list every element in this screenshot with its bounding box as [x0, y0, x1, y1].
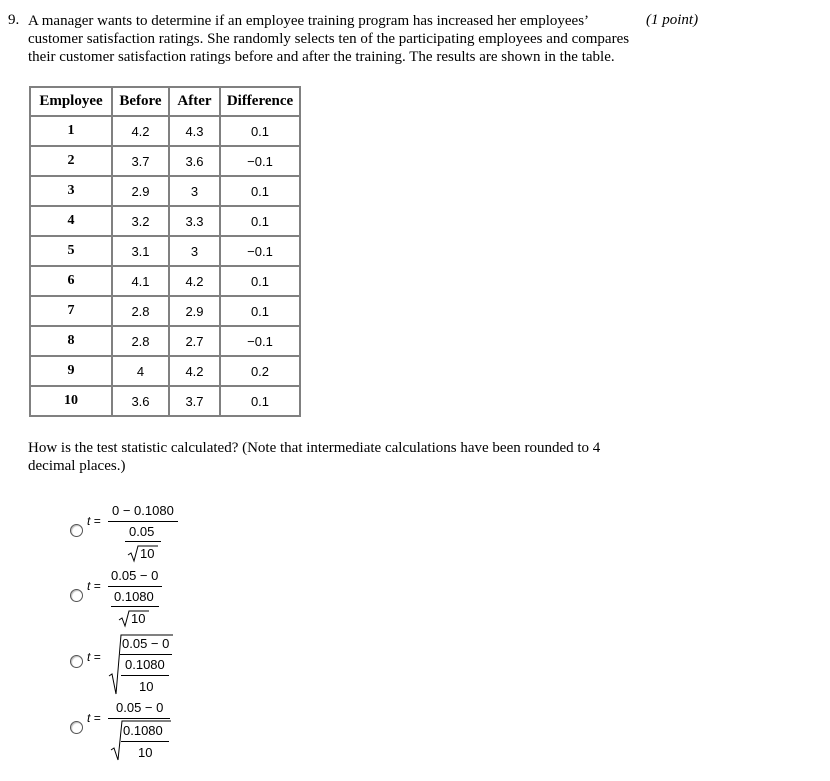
- table-row: [30, 296, 300, 326]
- cell-after: 2.7: [169, 326, 220, 356]
- cell-before: 3.7: [112, 146, 169, 176]
- t-label: t =: [87, 514, 101, 528]
- cell-employee: 6: [30, 266, 112, 296]
- cell-employee: 7: [30, 296, 112, 326]
- cell-difference: 0.1: [220, 116, 300, 146]
- fraction-bar: [108, 718, 170, 719]
- inner-denominator: 10: [138, 745, 153, 760]
- cell-employee: 2: [30, 146, 112, 176]
- header-before: Before: [112, 87, 169, 116]
- cell-employee: 5: [30, 236, 112, 266]
- cell-employee: 4: [30, 206, 112, 236]
- ratings-table: [29, 86, 301, 417]
- cell-employee: 3: [30, 176, 112, 206]
- cell-after: 3.6: [169, 146, 220, 176]
- fraction-bar: [108, 521, 178, 522]
- t-label: t =: [87, 650, 101, 664]
- radio-option-1[interactable]: [70, 524, 83, 537]
- question-points: (1 point): [646, 12, 699, 28]
- cell-difference: 0.1: [220, 266, 300, 296]
- table-row: [30, 266, 300, 296]
- cell-difference: 0.2: [220, 356, 300, 386]
- table-row: [30, 206, 300, 236]
- cell-difference: −0.1: [220, 236, 300, 266]
- cell-difference: −0.1: [220, 146, 300, 176]
- cell-after: 2.9: [169, 296, 220, 326]
- cell-before: 2.9: [112, 176, 169, 206]
- cell-before: 4.1: [112, 266, 169, 296]
- cell-before: 3.2: [112, 206, 169, 236]
- cell-before: 2.8: [112, 326, 169, 356]
- inner-numerator: 0.1080: [125, 657, 165, 672]
- table-row: [30, 236, 300, 266]
- cell-before: 2.8: [112, 296, 169, 326]
- cell-after: 3: [169, 176, 220, 206]
- table-row: [30, 146, 300, 176]
- cell-employee: 9: [30, 356, 112, 386]
- cell-difference: 0.1: [220, 386, 300, 416]
- t-label: t =: [87, 579, 101, 593]
- prompt-text: How is the test statistic calculated? (Note that intermediate calculations have been rounded to 4 decimal places.): [28, 440, 601, 474]
- cell-difference: −0.1: [220, 326, 300, 356]
- header-after: After: [169, 87, 220, 116]
- question-text: A manager wants to determine if an employee training program has increased her employees’ customer satisfaction ratings. She randomly selects ten of the participating employees and compares their customer satisfaction ratings before and after the training. The results are shown in the table.: [28, 13, 630, 65]
- cell-after: 3.7: [169, 386, 220, 416]
- cell-before: 4: [112, 356, 169, 386]
- cell-after: 4.2: [169, 356, 220, 386]
- cell-after: 3.3: [169, 206, 220, 236]
- t-label: t =: [87, 711, 101, 725]
- radio-option-2[interactable]: [70, 589, 83, 602]
- numerator: 0.05 − 0: [111, 568, 159, 583]
- table-row: [30, 326, 300, 356]
- radio-option-3[interactable]: [70, 655, 83, 668]
- inner-fraction-bar: [121, 741, 169, 742]
- table-row: [30, 116, 300, 146]
- question-number: 9.: [8, 12, 20, 28]
- cell-employee: 1: [30, 116, 112, 146]
- table-header-row: [30, 87, 300, 116]
- table-row: [30, 176, 300, 206]
- cell-difference: 0.1: [220, 296, 300, 326]
- cell-difference: 0.1: [220, 206, 300, 236]
- cell-employee: 8: [30, 326, 112, 356]
- inner-top: 0.05 − 0: [122, 636, 170, 651]
- header-employee: Employee: [30, 87, 112, 116]
- cell-before: 4.2: [112, 116, 169, 146]
- inner-fraction-bar: [125, 541, 161, 542]
- inner-denominator: 10: [139, 679, 154, 694]
- table-row: [30, 356, 300, 386]
- inner-numerator: 0.05: [129, 524, 155, 539]
- fraction-bar: [120, 654, 172, 655]
- inner-fraction-bar: [111, 606, 159, 607]
- numerator: 0 − 0.1080: [112, 503, 174, 518]
- cell-after: 4.3: [169, 116, 220, 146]
- cell-employee: 10: [30, 386, 112, 416]
- cell-before: 3.6: [112, 386, 169, 416]
- cell-after: 4.2: [169, 266, 220, 296]
- cell-before: 3.1: [112, 236, 169, 266]
- header-difference: Difference: [220, 87, 300, 116]
- fraction-bar: [108, 586, 162, 587]
- inner-fraction-bar: [121, 675, 169, 676]
- cell-difference: 0.1: [220, 176, 300, 206]
- numerator: 0.05 − 0: [116, 700, 164, 715]
- inner-numerator: 0.1080: [123, 723, 163, 738]
- inner-denominator: 10: [140, 546, 155, 561]
- inner-denominator: 10: [131, 611, 146, 626]
- inner-numerator: 0.1080: [114, 589, 154, 604]
- radio-option-4[interactable]: [70, 721, 83, 734]
- cell-after: 3: [169, 236, 220, 266]
- table-row: [30, 386, 300, 416]
